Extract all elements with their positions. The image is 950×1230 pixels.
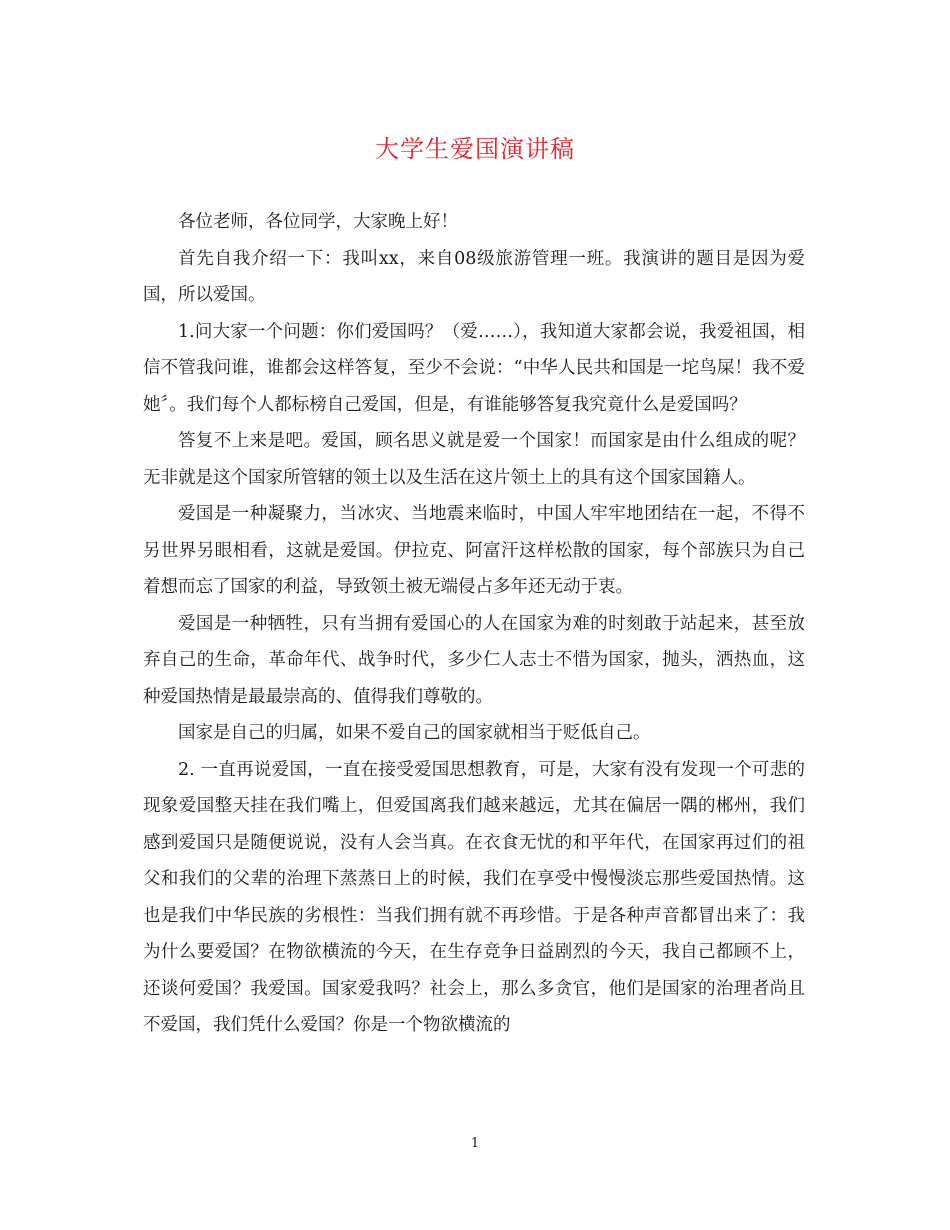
paragraph-reflection: 2. 一直再说爱国，一直在接受爱国思想教育，可是，大家有没有发现一个可悲的现象爱国整天挂在我们嘴上，但爱国离我们越来越远，尤其在偏居一隅的郴州，我们感到爱国只是随便说说，没有人会当真。在衣食无忧的和平年代，在国家再过们的祖父和我们的父辈的治理下蒸蒸日上的时候，我们在享受中慢慢淡忘那些爱国热情。这也是我们中华民族的劣根性：当我们拥有就不再珍惜。于是各种声音都冒出来了：我为什么要爱国？在物欲横流的今天，在生存竞争日益剧烈的今天，我自己都顾不上，还谈何爱国？我爱国。国家爱我吗？社会上，那么多贪官，他们是国家的治理者尚且不爱国，我们凭什么爱国？你是一个物欲横流的 — [143, 759, 805, 1035]
page-number: 1 — [470, 1136, 480, 1151]
paragraph-introduction: 首先自我介绍一下：我叫xx，来自08级旅游管理一班。我演讲的题目是因为爱国，所以爱国。 — [143, 248, 805, 305]
paragraph-sacrifice: 爱国是一种牺牲，只有当拥有爱国心的人在国家为难的时刻敢于站起来，甚至放弃自己的生命，革命年代、战争时代，多少仁人志士不惜为国家，抛头，洒热血，这种爱国热情是最最崇高的、值得我们尊敬的。 — [143, 613, 805, 707]
document-title: 大学生爱国演讲稿 — [375, 135, 575, 163]
paragraph-question: 1.问大家一个问题：你们爱国吗？（爱……），我知道大家都会说，我爱祖国，相信不管我问谁，谁都会这样答复，至少不会说：“中华人民共和国是一坨鸟屎！我不爱她〞。我们每个人都标榜自己爱国，但是，有谁能够答复我究竟什么是爱国吗？ — [143, 321, 805, 415]
paragraph-greeting: 各位老师，各位同学，大家晚上好！ — [178, 212, 458, 232]
paragraph-cohesion: 爱国是一种凝聚力，当冰灾、当地震来临时，中国人牢牢地团结在一起，不得不另世界另眼相看，这就是爱国。伊拉克、阿富汗这样松散的国家，每个部族只为自己着想而忘了国家的利益，导致领土被无端侵占多年还无动于衷。 — [143, 504, 805, 597]
paragraph-belonging: 国家是自己的归属，如果不爱自己的国家就相当于贬低自己。 — [178, 723, 651, 743]
document-body — [143, 204, 805, 1044]
paragraph-definition: 答复不上来是吧。爱国，顾名思义就是爱一个国家！而国家是由什么组成的呢？无非就是这个国家所管辖的领土以及生活在这片领土上的具有这个国家国籍人。 — [143, 431, 805, 488]
